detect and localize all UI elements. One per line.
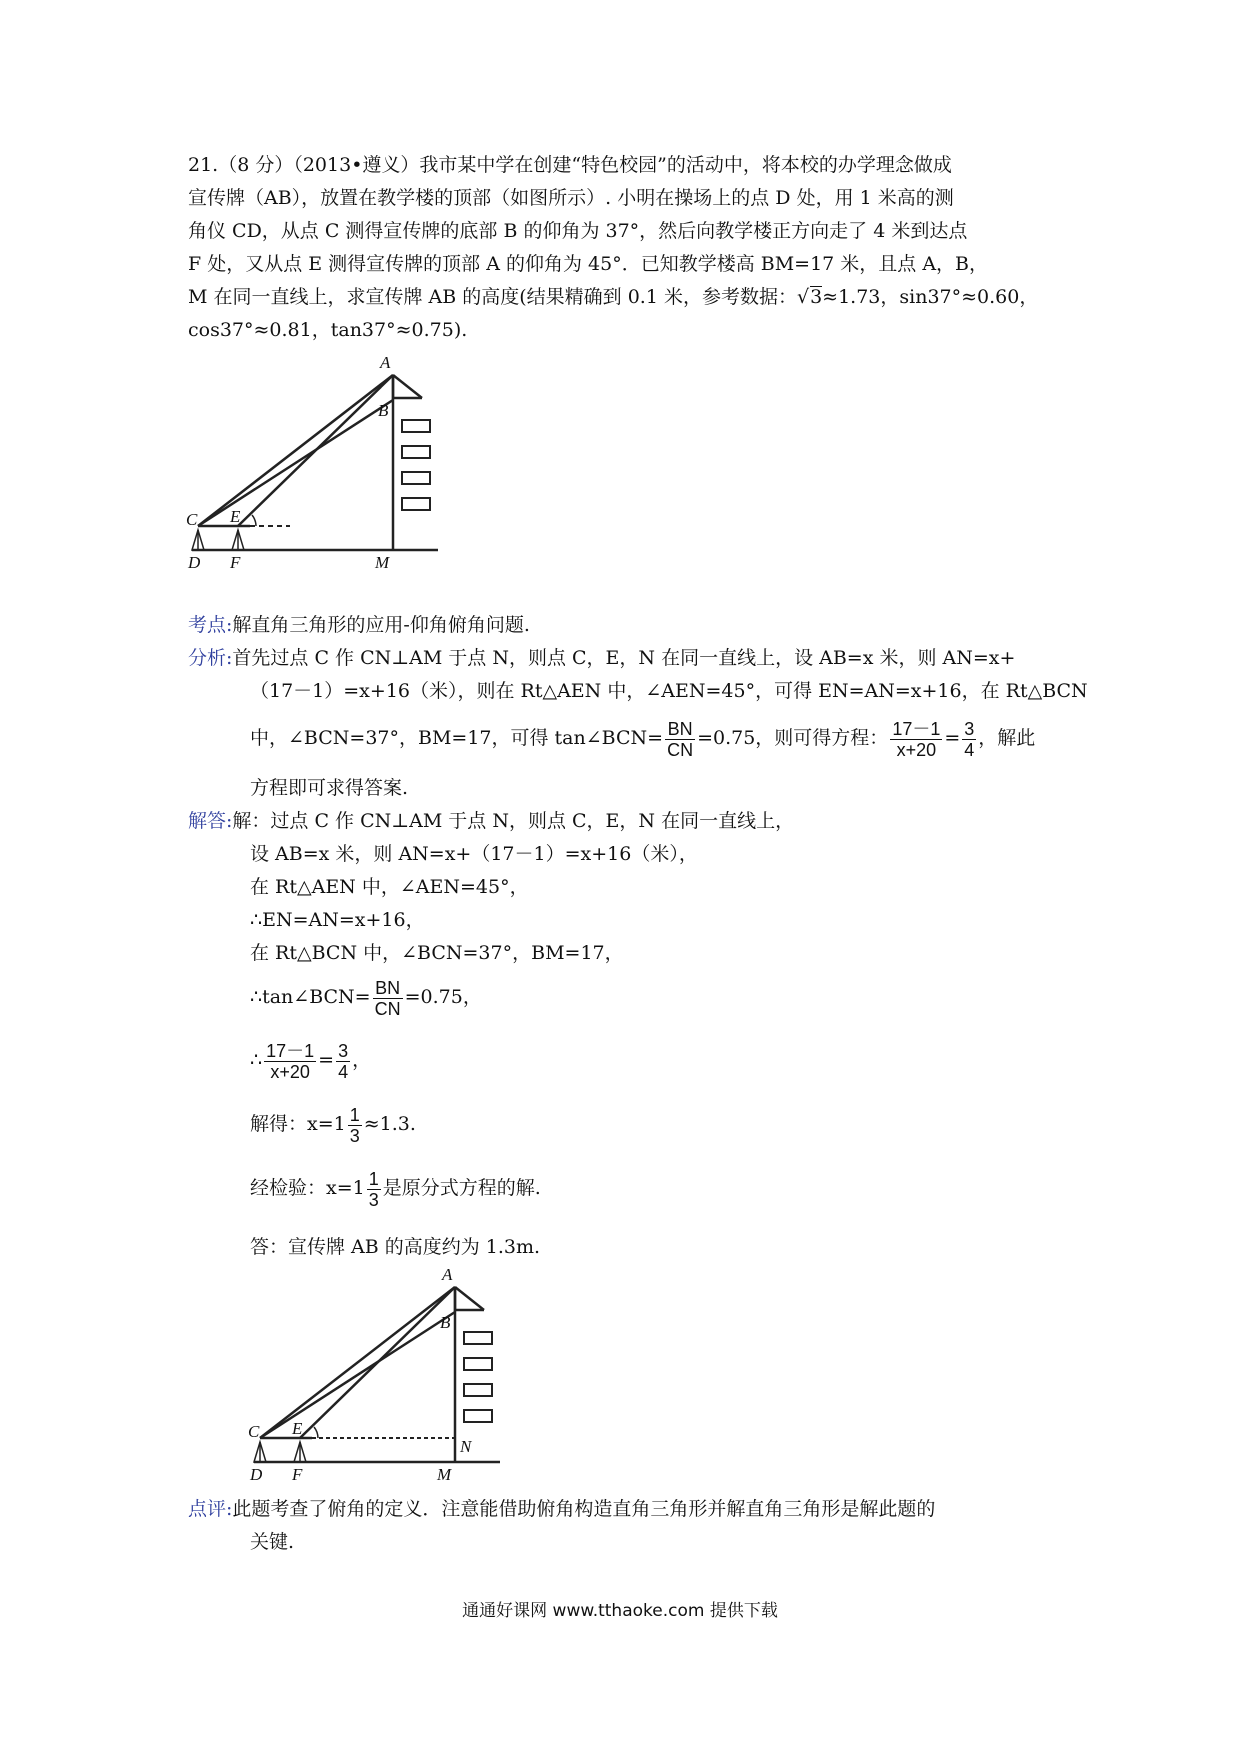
fraction-numerator: 17－1 — [892, 718, 941, 739]
fraction-numerator: 1 — [368, 1168, 379, 1189]
fig1-label-d: D — [188, 553, 201, 572]
jieda-mixed-fraction — [348, 1105, 362, 1146]
problem-line-2: 宣传牌（AB），放置在教学楼的顶部（如图所示）. 小明在操场上的点 D 处，用 1 米高的测 — [188, 187, 954, 209]
figure-2 — [242, 1262, 502, 1487]
fenxi-text-1: 首先过点 C 作 CN⊥AM 于点 N，则点 C，E，N 在同一直线上，设 AB=x 米，则 AN=x+ — [232, 647, 1016, 669]
fig1-label-e: E — [230, 507, 241, 526]
fig2-window — [464, 1332, 492, 1344]
fraction-denominator: 3 — [349, 1125, 360, 1146]
fenxi-label: 分析: — [188, 647, 233, 669]
fig2-angle-arc — [314, 1427, 318, 1438]
jieda-line-3: 在 Rt△AEN 中，∠AEN=45°， — [250, 876, 529, 898]
fig2-label-e: E — [292, 1419, 303, 1438]
fraction-denominator: 4 — [338, 1061, 349, 1082]
jieda-text-8b: ≈1.3. — [363, 1113, 416, 1135]
dianping-line-2: 关键. — [250, 1531, 295, 1553]
fenxi-line-3 — [250, 716, 1035, 760]
fraction-numerator: BN — [665, 719, 695, 740]
fenxi-fraction-equation-right — [962, 719, 976, 760]
jieda-fraction-equation-left — [264, 1041, 316, 1082]
page-footer: 通通好课网 www.tthaoke.com 提供下载 — [462, 1601, 778, 1621]
fenxi-fraction-bn-cn — [665, 719, 695, 760]
fraction-denominator: x+20 — [896, 739, 937, 760]
fig2-label-a: A — [442, 1265, 453, 1284]
problem-line-5 — [188, 284, 1038, 310]
problem-line-3: 角仪 CD，从点 C 测得宣传牌的底部 B 的仰角为 37°，然后向教学楼正方向走了 4 米到达点 — [188, 220, 968, 242]
jieda-line-6 — [250, 975, 482, 1019]
fenxi-line-4: 方程即可求得答案. — [250, 777, 409, 799]
fraction-numerator: 1 — [349, 1104, 360, 1125]
fig1-label-c: C — [186, 510, 198, 529]
fig2-sign-slant — [455, 1287, 484, 1310]
fig1-label-m: M — [375, 553, 390, 572]
fig1-sight-line-ca — [198, 375, 393, 526]
jieda-line-7 — [250, 1038, 371, 1082]
fig1-label-b: B — [378, 401, 389, 420]
fig2-label-f: F — [292, 1465, 303, 1484]
fraction-numerator: 17－1 — [266, 1040, 315, 1061]
figure-1 — [180, 350, 440, 575]
fig2-window — [464, 1384, 492, 1396]
jieda-line-4: ∴EN=AN=x+16， — [250, 909, 425, 931]
jieda-text-9a: 经检验：x=1 — [250, 1177, 365, 1199]
fraction-denominator: 4 — [964, 739, 975, 760]
jieda-line-10: 答：宣传牌 AB 的高度约为 1.3m. — [250, 1236, 541, 1258]
fig1-window — [402, 420, 430, 432]
problem-line-4: F 处，又从点 E 测得宣传牌的顶部 A 的仰角为 45°．已知教学楼高 BM=17 米，且点 A，B， — [188, 253, 989, 275]
fig2-sight-line-cb — [260, 1312, 455, 1438]
problem-line-5-b: ≈1.73，sin37°≈0.60， — [822, 286, 1039, 308]
jieda-text-9b: 是原分式方程的解. — [382, 1177, 541, 1199]
jieda-text-8a: 解得：x=1 — [250, 1113, 346, 1135]
fig1-sign-slant — [393, 375, 422, 398]
jieda-line-5: 在 Rt△BCN 中，∠BCN=37°，BM=17， — [250, 942, 624, 964]
fig2-sight-line-ea — [300, 1287, 455, 1438]
jieda-equals: = — [318, 1049, 335, 1071]
fraction-numerator: 3 — [964, 718, 975, 739]
fig2-sight-line-ca — [260, 1287, 455, 1438]
fig1-window — [402, 446, 430, 458]
fraction-denominator: CN — [667, 739, 694, 760]
jieda-mixed-fraction — [367, 1169, 381, 1210]
fig1-sight-line-cb — [198, 400, 393, 526]
fenxi-text-3b: =0.75，则可得方程： — [697, 727, 889, 749]
fig1-sight-line-ea — [238, 375, 393, 526]
fenxi-line-1 — [188, 645, 1015, 671]
fig2-label-n: N — [460, 1437, 472, 1456]
fig1-label-f: F — [230, 553, 241, 572]
dianping-line-1 — [188, 1496, 935, 1522]
fenxi-line-2: （17－1）=x+16（米），则在 Rt△AEN 中，∠AEN=45°，可得 EN=AN=x+16，在 Rt△BCN — [250, 680, 1088, 702]
fig1-window — [402, 472, 430, 484]
fenxi-fraction-equation-left — [890, 719, 942, 760]
problem-line-1: 21.（8 分）（2013•遵义）我市某中学在创建“特色校园”的活动中，将本校的办学理念做成 — [188, 154, 952, 176]
jieda-fraction-bn-cn — [373, 978, 403, 1019]
fig1-label-a: A — [380, 353, 391, 372]
problem-line-6: cos37°≈0.81，tan37°≈0.75). — [188, 319, 468, 341]
kaodian-section — [188, 612, 530, 638]
fenxi-text-3a: 中，∠BCN=37°，BM=17，可得 tan∠BCN= — [250, 727, 664, 749]
jieda-text-7b: ， — [352, 1049, 372, 1071]
dianping-label: 点评: — [188, 1498, 233, 1520]
fig2-label-c: C — [248, 1422, 260, 1441]
fig2-label-b: B — [440, 1313, 451, 1332]
fenxi-text-3c: ，解此 — [978, 727, 1036, 749]
fraction-numerator: 3 — [338, 1040, 349, 1061]
kaodian-label: 考点: — [188, 614, 233, 636]
fenxi-equals: = — [944, 727, 961, 749]
fig1-angle-arc — [252, 515, 256, 526]
fraction-denominator: x+20 — [270, 1061, 310, 1082]
jieda-line-8 — [250, 1102, 416, 1146]
jieda-text-6b: =0.75， — [404, 986, 482, 1008]
jieda-text-6a: ∴tan∠BCN= — [250, 986, 371, 1008]
fig2-window — [464, 1358, 492, 1370]
fig2-label-m: M — [437, 1465, 452, 1484]
sqrt-radicand: 3 — [810, 286, 823, 308]
dianping-text-1: 此题考查了俯角的定义．注意能借助俯角构造直角三角形并解直角三角形是解此题的 — [232, 1498, 936, 1520]
fig1-window — [402, 498, 430, 510]
jieda-fraction-equation-right — [336, 1041, 350, 1082]
fig2-label-d: D — [250, 1465, 263, 1484]
problem-line-5-a: M 在同一直线上，求宣传牌 AB 的高度(结果精确到 0.1 米，参考数据： — [188, 286, 797, 308]
fraction-numerator: BN — [373, 978, 403, 999]
fraction-denominator: 3 — [368, 1189, 379, 1210]
jieda-line-2: 设 AB=x 米，则 AN=x+（17－1）=x+16（米）， — [250, 843, 698, 865]
fig2-window — [464, 1410, 492, 1422]
fraction-denominator: CN — [374, 998, 401, 1019]
jieda-text-1: 解：过点 C 作 CN⊥AM 于点 N，则点 C，E，N 在同一直线上， — [232, 810, 795, 832]
jieda-text-7a: ∴ — [250, 1049, 263, 1071]
jieda-line-9 — [250, 1166, 541, 1210]
sqrt-sign: √ — [796, 286, 810, 308]
jieda-line-1 — [188, 808, 794, 834]
kaodian-text: 解直角三角形的应用-仰角俯角问题. — [232, 614, 530, 636]
jieda-label: 解答: — [188, 810, 233, 832]
